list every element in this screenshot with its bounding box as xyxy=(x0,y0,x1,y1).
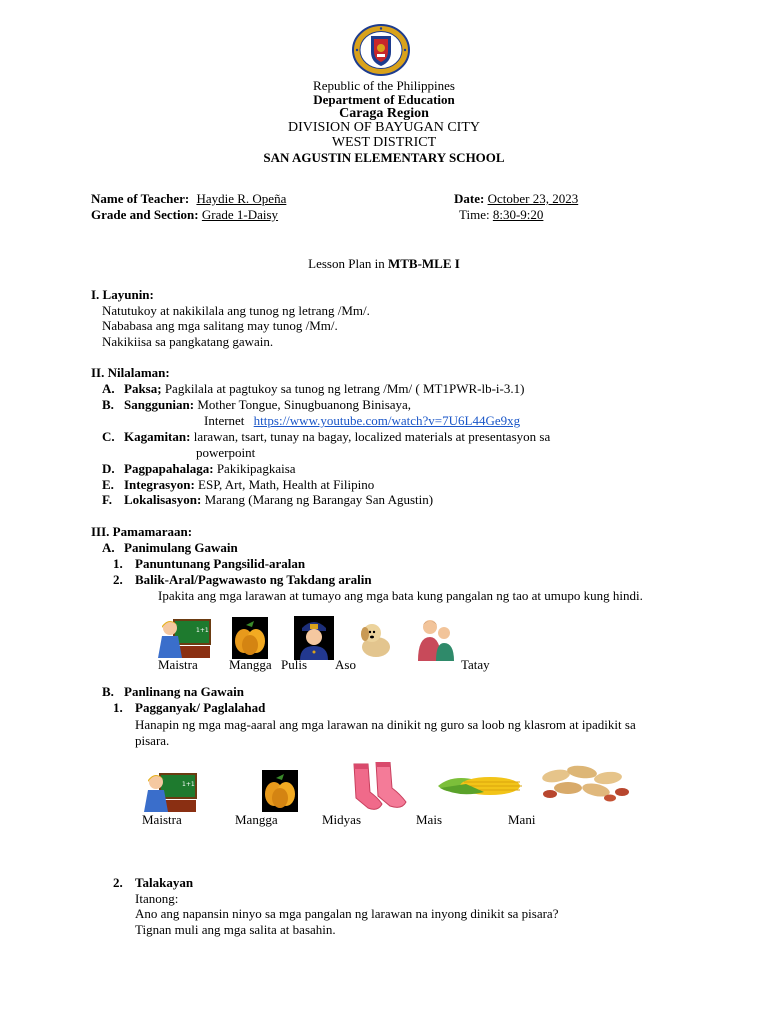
item-text: larawan, tsart, tunay na bagay, localized materials at presentasyon sa xyxy=(193,429,551,444)
corn-picture xyxy=(436,772,526,800)
mango-picture xyxy=(232,617,268,659)
date-value: October 23, 2023 xyxy=(487,191,579,206)
item-label: Kagamitan: xyxy=(124,429,191,444)
b1-text-1: Hanapin ng mga mag-aaral ang mga larawan na dinikit ng guro sa loob ng klasrom at ipadikit sa xyxy=(135,717,636,732)
caption-pulis: Pulis xyxy=(281,657,308,672)
pamamaraan-a xyxy=(102,540,238,556)
nilalaman-item-a xyxy=(102,381,524,397)
item-label: Panimulang Gawain xyxy=(124,540,238,555)
item-label: Pagpapahalaga: xyxy=(124,461,214,476)
item-number: 2. xyxy=(113,875,123,890)
nilalaman-item-c xyxy=(102,429,550,445)
caption-midyas: Midyas xyxy=(322,812,361,827)
teacher-line xyxy=(91,191,286,207)
header-republic: Republic of the Philippines xyxy=(313,78,455,93)
lesson-title-prefix: Lesson Plan in xyxy=(308,256,385,271)
nilalaman-item-e xyxy=(102,477,374,493)
layunin-line-1: Natutukoy at nakikilala ang tunog ng letrang /Mm/. xyxy=(102,303,370,318)
nilalaman-heading: II. Nilalaman: xyxy=(91,365,170,380)
item-text: ESP, Art, Math, Health at Filipino xyxy=(198,477,375,492)
police-picture xyxy=(294,616,334,660)
peanuts-picture xyxy=(536,762,632,802)
item-label: Panlinang na Gawain xyxy=(124,684,244,699)
talakayan-line-3: Tignan muli ang mga salita at basahin. xyxy=(135,922,336,937)
nilalaman-item-c-cont: powerpoint xyxy=(196,445,256,460)
internet-label: Internet xyxy=(204,413,245,428)
item-number: 1. xyxy=(113,700,123,715)
teacher-value: Haydie R. Opeña xyxy=(196,191,287,206)
item-text: Mother Tongue, Sinugbuanong Binisaya, xyxy=(197,397,412,412)
b1-text-2: pisara. xyxy=(135,733,170,748)
header-district: WEST DISTRICT xyxy=(331,135,437,150)
grade-line xyxy=(91,207,278,223)
youtube-link[interactable]: https://www.youtube.com/watch?v=7U6L44Ge9xg xyxy=(253,413,521,428)
item-letter: F. xyxy=(102,492,112,507)
item-letter: B. xyxy=(102,397,114,412)
time-value: 8:30-9:20 xyxy=(492,207,544,222)
time-label: Time: xyxy=(459,207,490,222)
father-picture xyxy=(414,615,458,661)
caption-maistra: Maistra xyxy=(158,657,198,672)
caption-tatay: Tatay xyxy=(461,657,490,672)
talakayan-line-1: Itanong: xyxy=(135,891,179,906)
header-department: Department of Education xyxy=(313,92,455,107)
item-label: Panuntunang Pangsilid-aralan xyxy=(135,556,306,571)
pamamaraan-a2 xyxy=(113,572,372,588)
teacher-label: Name of Teacher: xyxy=(91,191,190,206)
item-letter: A. xyxy=(102,540,115,555)
item-label: Pagganyak/ Paglalahad xyxy=(135,700,266,715)
lesson-title-subject: MTB-MLE I xyxy=(387,256,460,271)
layunin-line-3: Nakikiisa sa pangkatang gawain. xyxy=(102,334,274,349)
layunin-heading: I. Layunin: xyxy=(91,287,154,302)
item-label: Talakayan xyxy=(135,875,194,890)
item-letter: D. xyxy=(102,461,115,476)
item-text: Pagkilala at pagtukoy sa tunog ng letrang /Mm/ ( MT1PWR-lb-i-3.1) xyxy=(164,381,525,396)
lesson-title xyxy=(0,256,768,272)
nilalaman-item-d xyxy=(102,461,296,477)
caption-mangga: Mangga xyxy=(235,812,278,827)
item-letter: A. xyxy=(102,381,115,396)
header-region: Caraga Region xyxy=(339,106,429,121)
teacher-chalkboard-picture xyxy=(142,770,198,814)
svg-text:1+1: 1+1 xyxy=(196,627,209,634)
item-number: 2. xyxy=(113,572,123,587)
pamamaraan-b xyxy=(102,684,244,700)
pamamaraan-a1 xyxy=(113,556,305,572)
caption-mangga: Mangga xyxy=(229,657,272,672)
item-label: Lokalisasyon: xyxy=(124,492,202,507)
item-letter: E. xyxy=(102,477,114,492)
time-line xyxy=(459,207,543,223)
a2-instruction: Ipakita ang mga larawan at tumayo ang mga bata kung pangalan ng tao at umupo kung hindi. xyxy=(158,588,643,603)
item-letter: C. xyxy=(102,429,115,444)
layunin-line-2: Nababasa ang mga salitang may tunog /Mm/. xyxy=(102,318,338,333)
item-label: Integrasyon: xyxy=(124,477,195,492)
item-label: Paksa; xyxy=(124,381,162,396)
talakayan-line-2: Ano ang napansin ninyo sa mga pangalan ng larawan na inyong dinikit sa pisara? xyxy=(135,906,559,921)
item-number: 1. xyxy=(113,556,123,571)
pamamaraan-b2 xyxy=(113,875,193,891)
mango-picture xyxy=(262,770,298,812)
pamamaraan-b1 xyxy=(113,700,265,716)
item-label: Balik-Aral/Pagwawasto ng Takdang aralin xyxy=(135,572,372,587)
grade-label: Grade and Section: xyxy=(91,207,199,222)
caption-mais: Mais xyxy=(416,812,442,827)
date-label: Date: xyxy=(454,191,485,206)
item-text: Pakikipagkaisa xyxy=(216,461,296,476)
item-letter: B. xyxy=(102,684,114,699)
date-line xyxy=(454,191,578,207)
caption-maistra: Maistra xyxy=(142,812,182,827)
deped-seal xyxy=(351,24,411,76)
header-division: DIVISION OF BAYUGAN CITY xyxy=(288,120,480,135)
nilalaman-item-f xyxy=(102,492,433,508)
svg-text:1+1: 1+1 xyxy=(182,781,195,788)
header-school: SAN AGUSTIN ELEMENTARY SCHOOL xyxy=(263,150,505,165)
grade-value: Grade 1-Daisy xyxy=(201,207,279,222)
item-text: Marang (Marang ng Barangay San Agustin) xyxy=(204,492,434,507)
nilalaman-item-b xyxy=(102,397,411,413)
caption-aso: Aso xyxy=(335,657,356,672)
dog-picture xyxy=(356,617,394,659)
item-label: Sanggunian: xyxy=(124,397,195,412)
internet-line xyxy=(204,413,520,429)
socks-picture xyxy=(348,762,412,812)
caption-mani: Mani xyxy=(508,812,536,827)
pamamaraan-heading: III. Pamamaraan: xyxy=(91,524,193,539)
teacher-chalkboard-picture xyxy=(156,616,212,660)
